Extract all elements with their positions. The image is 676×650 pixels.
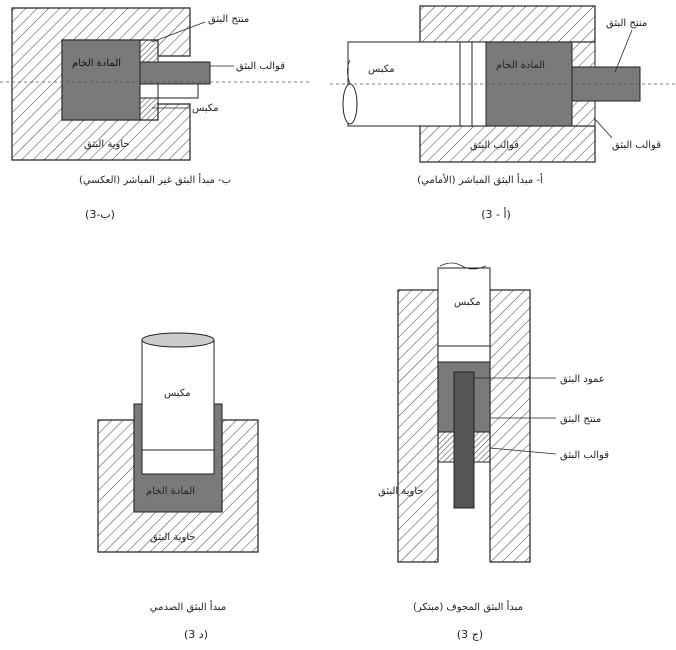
diagram-c-die-left (438, 432, 454, 462)
diagram-c-wall-right (490, 290, 530, 562)
diagram-b-extruded-product (140, 62, 210, 84)
diagram-a-container-top (420, 6, 595, 42)
diagram-b-label-opening: منتج البثق (208, 14, 250, 25)
diagram-c-number: (3 ج) (456, 628, 484, 641)
diagram-a-label-die-plate: قوالب البثق (612, 140, 661, 151)
diagram-c (378, 263, 609, 641)
diagram-a-leader-die (594, 118, 612, 138)
diagram-c-die-right (474, 432, 490, 462)
diagram-b-label-die-plate: قوالب البثق (236, 61, 285, 72)
diagram-c-label-product: منتج البثق (560, 414, 602, 425)
diagram-d-label-container: حاوية البثق (150, 532, 196, 543)
diagram-d-label-raw-material: المادة الخام (146, 486, 196, 497)
diagram-c-mandrel (454, 372, 474, 508)
diagram-d-punch-top (142, 333, 214, 347)
diagram-b-label-punch: مكبس (192, 103, 219, 114)
diagram-a-number: (3 - أ) (481, 208, 511, 221)
diagram-a-label-container: قوالب البثق (470, 140, 519, 151)
diagram-b-label-raw-material: المادة الخام (72, 58, 122, 69)
diagram-b-caption: ب- مبدأ البثق غير المباشر (العكسي) (78, 175, 232, 186)
diagram-c-label-punch: مكبس (454, 297, 481, 308)
diagram-a-leader-opening (615, 30, 632, 72)
diagram-a-caption: أ- مبدأ البثق المباشر (الأمامي) (417, 175, 543, 186)
diagram-c-caption: مبدأ البثق المجوف (مبتكر) (413, 602, 523, 613)
diagram-b-raw-material (62, 40, 140, 120)
diagram-a (330, 6, 676, 221)
diagram-c-dummy (438, 346, 490, 362)
diagram-c-label-mandrel: عمود البثق (560, 374, 605, 385)
diagram-d-number: (3 د) (184, 628, 208, 641)
diagram-a-die-bottom (572, 101, 595, 126)
diagram-a-label-raw-material: المادة الخام (496, 60, 546, 71)
diagram-d-label-punch: مكبس (164, 388, 191, 399)
diagram-a-label-opening: منتج البثق (606, 18, 648, 29)
diagram-d-caption: مبدأ البثق الصدمي (149, 602, 227, 613)
diagram-b-punch (158, 84, 198, 98)
diagram-c-wall-left (398, 290, 438, 562)
diagram-b-number: (3-ب) (85, 208, 115, 221)
diagram-a-punch-end (343, 84, 357, 124)
diagram-a-die-top (572, 42, 595, 67)
diagram-c-label-container: حاوية البثق (378, 486, 424, 497)
diagram-a-label-punch: مكبس (368, 64, 395, 75)
diagram-b-die-block-bottom (140, 98, 158, 120)
diagram-c-label-die-plate: قوالب البثق (560, 450, 609, 461)
diagram-b-label-container: حاوية البثق (84, 139, 130, 150)
diagram-b-die-block-top (140, 40, 158, 62)
diagram-b (0, 8, 310, 221)
diagram-d (98, 333, 258, 641)
